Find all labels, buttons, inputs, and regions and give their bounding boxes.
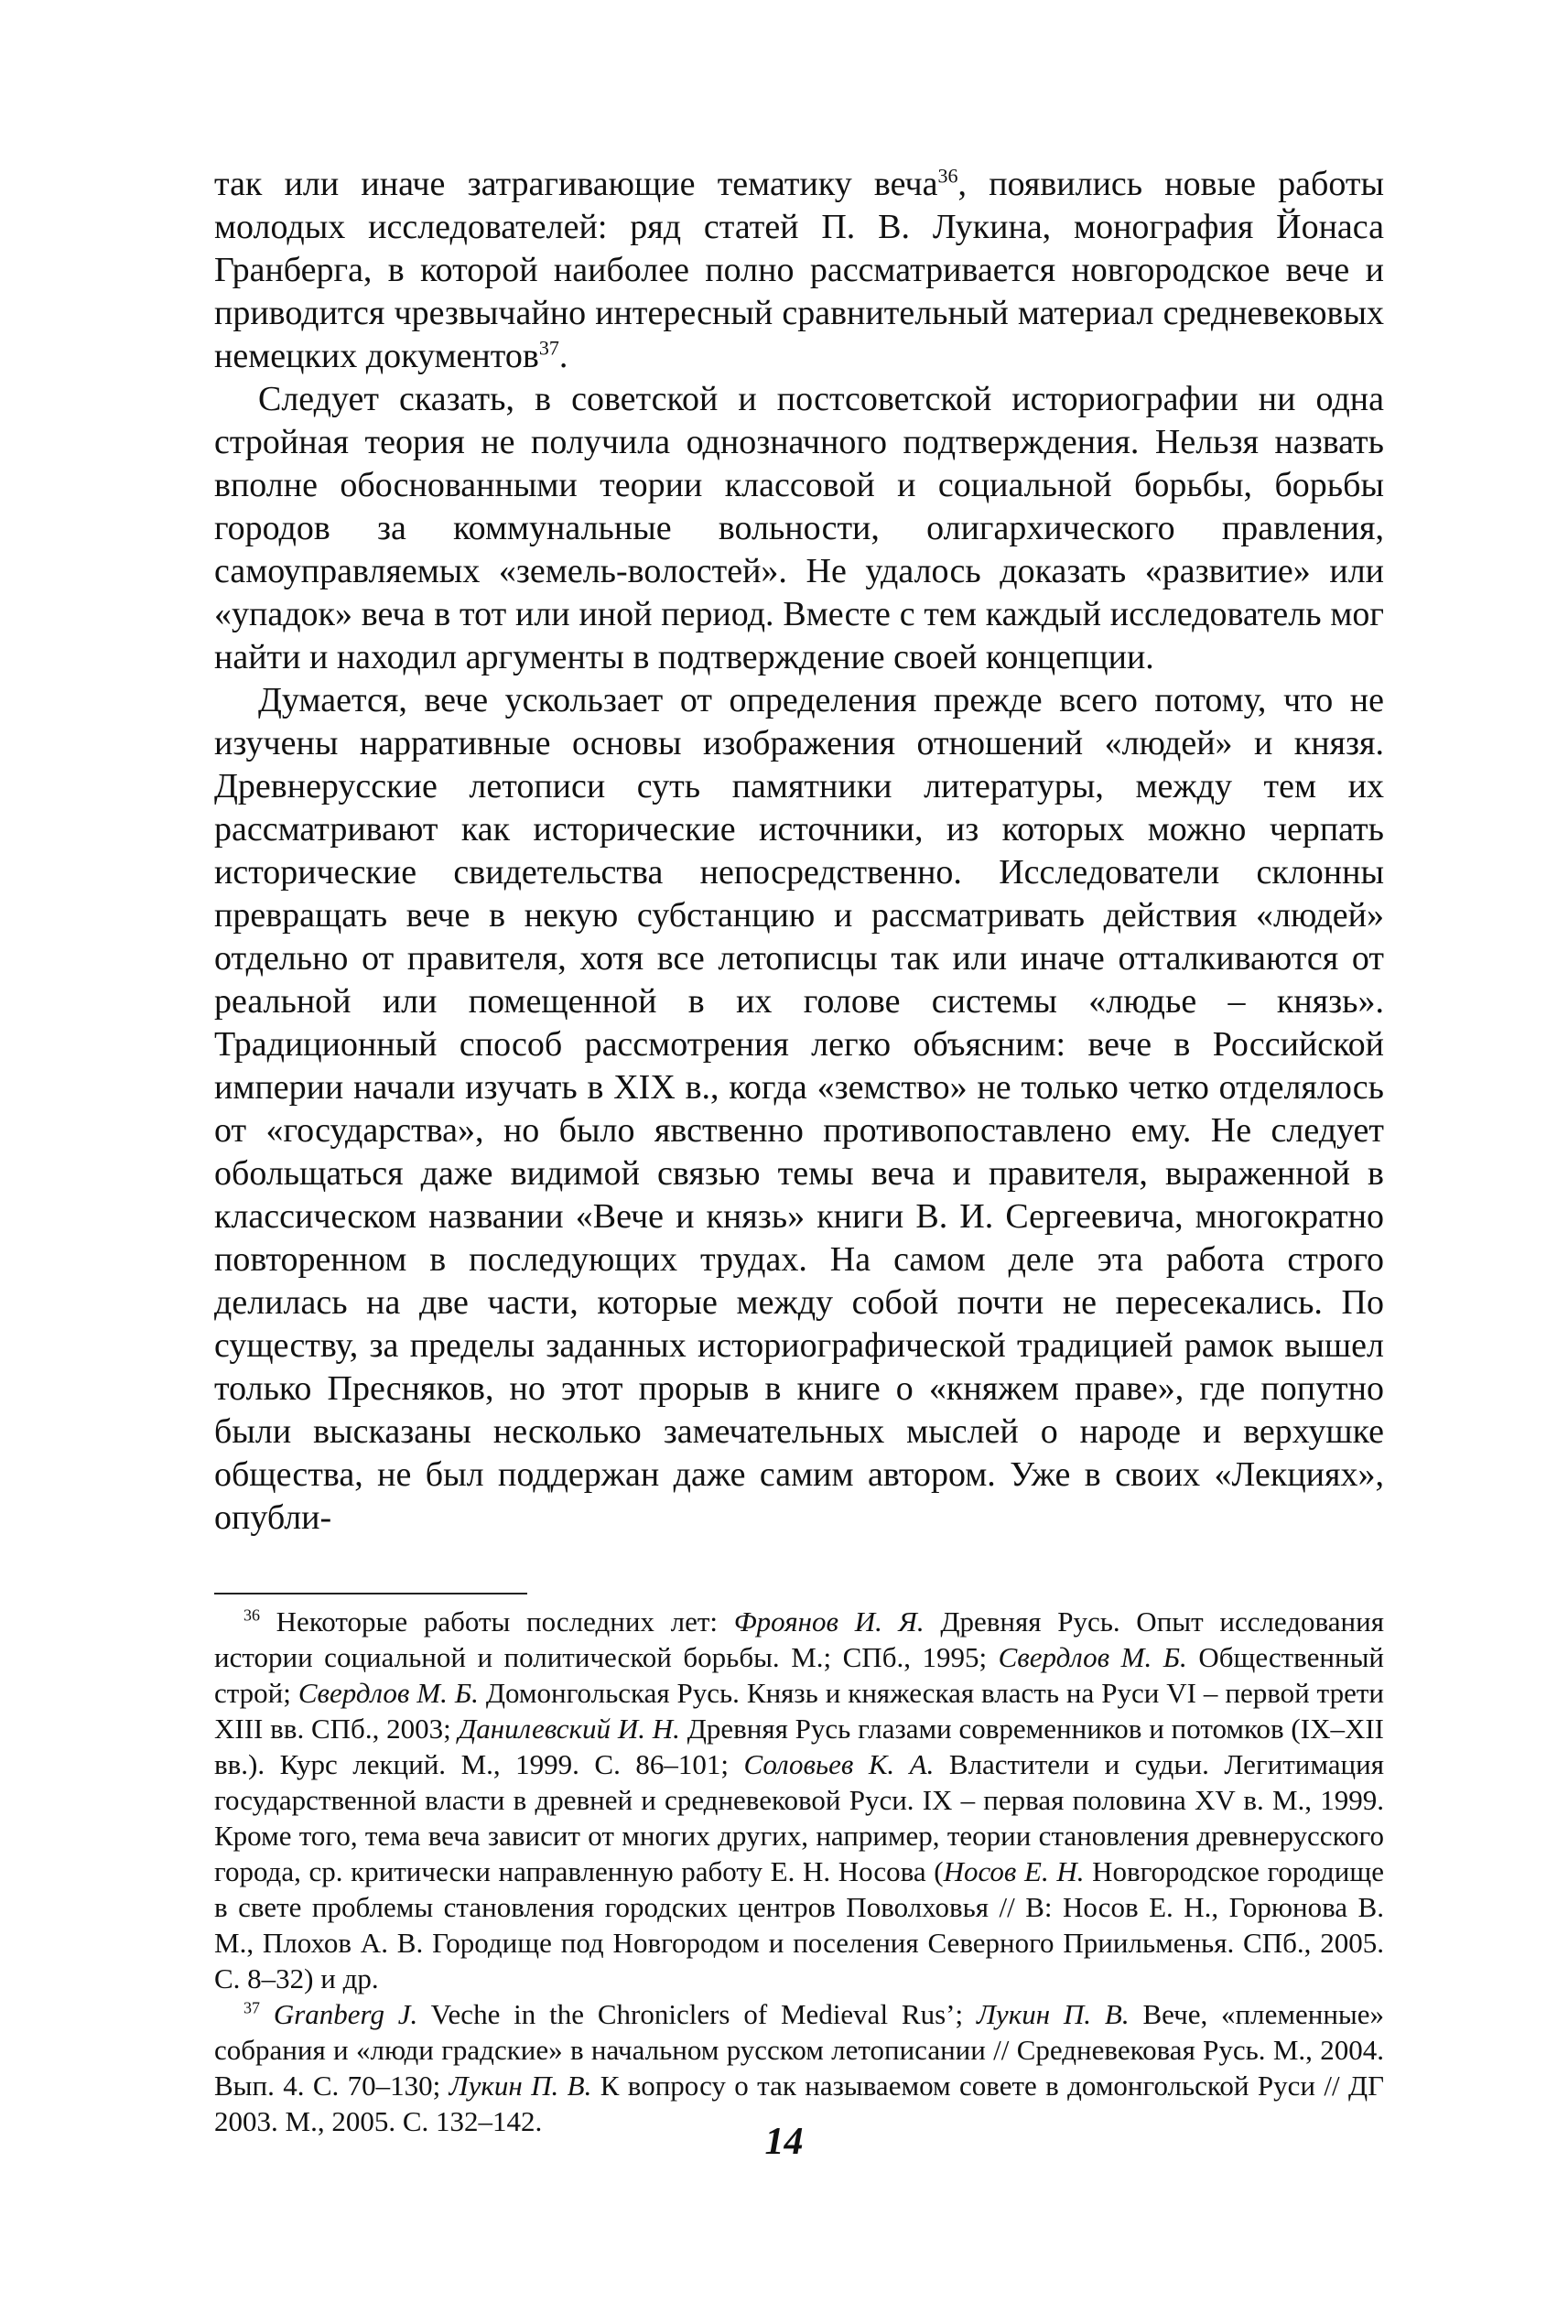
author-name: Свердлов М. Б. <box>297 1677 479 1709</box>
paragraph-2: Следует сказать, в советской и постсоветской историографии ни одна стройная теория не получила однозначного подтверждения. Нельзя назвать вполне обоснованными теории классовой и социальной борьбы, борьбы городов за коммунальные вольности, олигархического правления, самоуправляемых «земель-волостей». Не удалось доказать «развитие» или «упадок» веча в тот или иной период. Вместе с тем каждый исследователь мог найти и находил аргументы в подтверждение своей концепции. <box>214 380 1384 676</box>
author-name: Данилевский И. Н. <box>458 1713 680 1745</box>
author-name: Свердлов М. Б. <box>998 1641 1187 1673</box>
footnote-ref-37[interactable]: 37 <box>538 336 559 360</box>
footnote-37: $^{37}$ Granberg J. Veche in the Chroniclers of Medieval Rus’; Лукин П. В. Вече, «племенные» собрания и «люди градские» в начальном русском летописании // Средневековая Русь. М., 2004. Вып. 4. С. 70–130; Лукин П. В. К вопросу о так называемом совете в домонгольской Руси // ДГ 2003. М., 2005. С. 132–142. <box>214 1998 1385 2137</box>
paragraph-3: Думается, вече ускользает от определения прежде всего потому, что не изучены нарративные основы изображения отношений «людей» и князя. Древнерусские летописи суть памятники литературы, между тем их рассматривают как исторические источники, из которых можно черпать исторические свидетельства непосредственно. Исследователи склонны превращать вече в некую субстанцию и рассматривать действия «людей» отдельно от правителя, хотя все летописцы так или иначе отталкиваются от реальной или помещенной в их голове системы «людье – князь». Традиционный способ рассмотрения легко объясним: вече в Российской империи начали изучать в XIX в., когда «земство» не только четко отделялось от «государства», но было явственно противопоставлено ему. Не следует обольщаться даже видимой связью темы веча и правителя, выраженной в классическом названии «Вече и князь» книги В. И. Сергеевича, многократно повторенном в последующих трудах. На самом деле эта работа строго делилась на две части, которые между собой почти не пересекались. По существу, за пределы заданных историографической традицией рамок вышел только Пресняков, но этот прорыв в книге о «княжем праве», где попутно были высказаны несколько замечательных мыслей о народе и верхушке общества, не был поддержан даже самим автором. Уже в своих «Лекциях», опубли- <box>214 681 1384 1537</box>
author-name: Соловьев К. А. <box>743 1748 935 1780</box>
footnote-ref-36[interactable]: 36 <box>937 164 958 188</box>
footnotes <box>214 1604 1384 2139</box>
author-name: Фроянов И. Я. <box>733 1605 925 1638</box>
author-name: Носов Е. Н. <box>943 1855 1085 1887</box>
paragraph-1: так или иначе затрагивающие тематику веча$^{36}$, появились новые работы молодых исследователей: ряд статей П. В. Лукина, монография Йонаса Гранберга, в которой наиболее полно рассматривается новгородское вече и приводится чрезвычайно интересный сравнительный материал средневековых немецких документов$^{37}$. <box>214 164 1384 375</box>
footnote-36: $^{36}$ Некоторые работы последних лет: Фроянов И. Я. Древняя Русь. Опыт исследования истории социальной и политической борьбы. М.; СПб., 1995; Свердлов М. Б. Общественный строй; Свердлов М. Б. Домонгольская Русь. Князь и княжеская власть на Руси VI – первой трети XIII вв. СПб., 2003; Данилевский И. Н. Древняя Русь глазами современников и потомков (IX–XII вв.). Курс лекций. М., 1999. С. 86–101; Соловьев К. А. Властители и судьи. Легитимация государственной власти в древней и средневековой Руси. IX – первая половина XV в. М., 1999. Кроме того, тема веча зависит от многих других, например, теории становления древнерусского города, ср. критически направленную работу Е. Н. Носова (Носов Е. Н. Новгородское городище в свете проблемы становления городских центров Поволховья // В: Носов Е. Н., Горюнова В. М., Плохов А. В. Городище под Новгородом и поселения Северного Приильменья. СПб., 2005. С. 8–32) и др. <box>214 1605 1384 1994</box>
footnote-mark-37: 37 <box>243 1998 260 2017</box>
author-name: Лукин П. В. <box>449 2070 592 2102</box>
footnote-separator <box>214 1593 527 1594</box>
main-text <box>214 163 1384 1540</box>
page-number: 14 <box>764 2121 804 2163</box>
author-name: Лукин П. В. <box>976 1998 1130 2030</box>
author-name: Granberg J. <box>273 1998 418 2030</box>
footnote-mark-36: 36 <box>243 1605 260 1625</box>
